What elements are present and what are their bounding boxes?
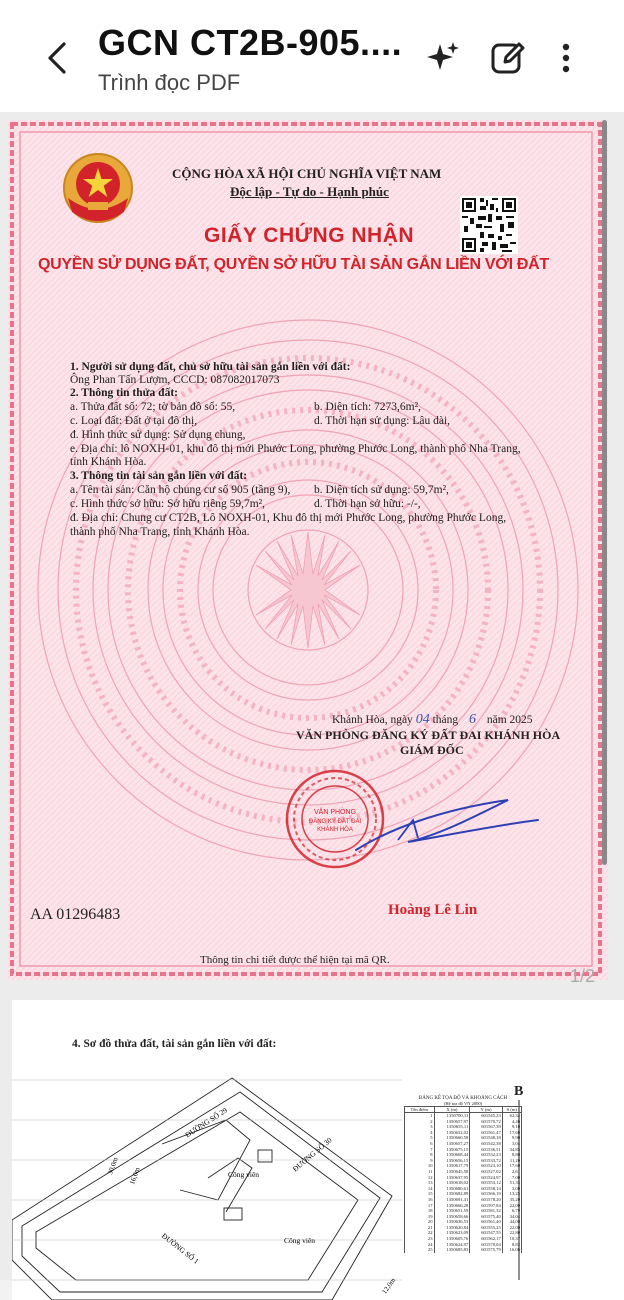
table-cell: 3 [405,1124,435,1130]
table-cell: 1350657,97 [434,1119,470,1125]
width-left-label: 30,0m [106,1156,120,1176]
park-label-1: Công viên [228,1170,260,1179]
table-cell: 1350651,59 [434,1208,470,1214]
app-bar [0,0,624,112]
north-label: B [514,1084,524,1099]
table-cell: 1350655,11 [434,1124,470,1130]
table-cell: 1350645,58 [434,1169,470,1175]
table-cell: 3,00 [502,1186,521,1192]
site-plan-diagram [12,1060,402,1300]
parcel-area: b. Diện tích: 7273,6m², [314,401,421,413]
plot-diagram-heading: 4. Sơ đồ thửa đất, tài sản gắn liền với đất: [72,1038,277,1050]
date-prefix: Khánh Hòa, ngày [332,714,413,726]
table-cell: 4 [405,1130,435,1136]
table-cell: 1350700,11 [434,1113,470,1119]
street-29-label: ĐƯỜNG SỐ 29 [183,1105,229,1140]
table-cell: 44,00 [502,1219,521,1225]
table-cell: 18 [405,1208,435,1214]
table-cell: 601524,97 [470,1175,502,1181]
table-cell: 34,04 [502,1214,521,1220]
table-cell: 1350656,15 [434,1158,470,1164]
ownership-form: c. Hình thức sở hữu: Sở hữu riêng 59,7m², [70,498,265,510]
asset-name: a. Tên tài sản: Căn hộ chung cư số 905 (tầng 9), [70,484,291,496]
table-cell: 12 [405,1175,435,1181]
table-cell: 10 [405,1163,435,1169]
parcel-address-1: e. Địa chỉ: lô NOXH-01, khu đô thị mới Phước Long, phường Phước Long, thành phố Nha Trang, [70,443,521,455]
table-cell: 1350658,66 [434,1214,470,1220]
parcel-number: a. Thửa đất số: 72; tờ bản đồ số: 55, [70,401,236,413]
table-cell: 9,10 [502,1124,521,1130]
asset-address-2: thành phố Nha Trang, tỉnh Khánh Hòa. [70,526,250,538]
certificate-title: GIẤY CHỨNG NHẬN [204,224,415,247]
document-title: GCN CT2B-905.... [98,22,403,63]
table-cell: 17,60 [502,1163,521,1169]
width-left2-label: 16,0m [128,1166,142,1186]
table-cell: 1350636,53 [434,1219,470,1225]
table-cell: 601575,40 [470,1214,502,1220]
table-cell: 601567,39 [470,1124,502,1130]
table-cell: 601566,19 [470,1191,502,1197]
signature [348,780,548,870]
table-cell: 601523,10 [470,1163,502,1169]
street-30-label: ĐƯỜNG SỐ 30 [290,1135,334,1174]
table-header-cell: X (m) [434,1107,470,1113]
table-cell: 17,60 [502,1130,521,1136]
table-cell: 2,61 [502,1169,521,1175]
sparkle-icon[interactable] [422,38,462,78]
table-cell: 1350660,58 [434,1135,470,1141]
issuing-office: VĂN PHÒNG ĐĂNG KÝ ĐẤT ĐAI KHÁNH HÒA [296,728,561,742]
table-cell: 35,20 [502,1197,521,1203]
edit-icon[interactable] [488,38,528,78]
table-cell: 9 [405,1158,435,1164]
section-3-heading: 3. Thông tin tài sản gắn liền với đất: [70,470,248,482]
table-cell: 13,25 [502,1191,521,1197]
svg-text:KHÁNH HÒA: KHÁNH HÒA [317,827,353,833]
national-emblem-icon [60,150,136,230]
table-cell: 8,82 [502,1242,521,1248]
national-motto: Độc lập - Tự do - Hạnh phúc [230,184,389,199]
coordinate-table-grid [404,1106,522,1253]
coordinate-table [404,1096,522,1253]
qr-footer-note: Thông tin chi tiết được thể hiện tại mã QR. [200,954,390,966]
table-cell: 601581,32 [470,1208,502,1214]
land-type: c. Loại đất: Đất ở tại đô thị, [70,415,198,427]
table-cell: 24 [405,1242,435,1248]
table-cell: 1350685,83 [434,1247,470,1253]
table-cell: 601547,55 [470,1230,502,1236]
table-cell: 601570,04 [470,1242,502,1248]
svg-text:ĐĂNG KÝ ĐẤT ĐAI: ĐĂNG KÝ ĐẤT ĐAI [308,819,362,825]
table-cell: 1350637,95 [434,1175,470,1181]
table-cell: 22,00 [502,1225,521,1231]
usage-form: đ. Hình thức sử dụng: Sử dụng chung, [70,429,246,441]
table-cell: 601553,12 [470,1180,502,1186]
pdf-viewer[interactable] [0,112,624,1296]
table-cell: 23 [405,1236,435,1242]
table-header-cell: S (m) [502,1107,521,1113]
date-year: năm 2025 [486,714,533,726]
table-cell: 1350652,02 [434,1130,470,1136]
table-cell: 1350620,84 [434,1225,470,1231]
section-1-heading: 1. Người sử dụng đất, chủ sở hữu tài sản gắn liền với đất: [70,361,351,373]
table-cell: 22,80 [502,1230,521,1236]
table-cell: 22,00 [502,1203,521,1209]
signer-name: Hoàng Lê Lin [388,902,478,918]
page-indicator: 1/2 [570,966,596,986]
issue-date [332,712,533,728]
asset-area: b. Diện tích sử dụng: 59,7m², [314,484,449,496]
table-cell: 3,04 [502,1141,521,1147]
table-cell: 34,85 [502,1147,521,1153]
land-term: d. Thời hạn sử dụng: Lâu dài, [314,415,451,427]
table-cell: 601561,40 [470,1219,502,1225]
table-cell: 7 [405,1147,435,1153]
country-name: CỘNG HÒA XÃ HỘI CHỦ NGHĨA VIỆT NAM [172,166,442,181]
scrollbar-thumb[interactable] [602,120,607,865]
asset-address-1: đ. Địa chỉ: Chung cư CT2B, Lô NOXH-01, Khu đô thị mới Phước Long, phường Phước Long, [70,512,507,524]
table-cell: 7,00 [502,1175,521,1181]
table-cell: 4,40 [502,1119,521,1125]
table-cell: 19 [405,1214,435,1220]
table-cell: 1350618,02 [434,1180,470,1186]
park-label-2: Công viên [284,1236,316,1245]
table-cell: 6,79 [502,1208,521,1214]
table-cell: 1350617,79 [434,1163,470,1169]
signer-position: GIÁM ĐỐC [400,743,464,757]
table-title: BẢNG KÊ TỌA ĐỘ VÀ KHOẢNG CÁCH [418,1096,508,1101]
table-cell: 601562,17 [470,1236,502,1242]
table-cell: 14 [405,1186,435,1192]
table-cell: 601533,72 [470,1158,502,1164]
table-cell: 8,80 [502,1152,521,1158]
table-cell: 1350668,44 [434,1152,470,1158]
table-cell: 601570,72 [470,1119,502,1125]
pdf-page-1 [8,120,608,980]
table-cell: 1350691,41 [434,1197,470,1203]
table-cell: 25 [405,1247,435,1253]
table-row [405,1247,522,1253]
owner-line: Ông Phan Tấn Lượm, CCCD: 087082017073 [70,374,280,386]
table-cell: 1 [405,1113,435,1119]
qr-code[interactable] [460,196,518,254]
table-cell: 1350666,28 [434,1203,470,1209]
table-header-cell: Tên điểm [405,1107,435,1113]
table-cell: 601548,18 [470,1135,502,1141]
table-header-cell: Y (m) [470,1107,502,1113]
pdf-page-2 [12,1000,624,1300]
stamp-text: VĂN PHÒNG [313,809,357,816]
table-cell: 62,34 [502,1113,521,1119]
table-cell: 601532,23 [470,1152,502,1158]
table-cell: 1350682,89 [434,1191,470,1197]
table-cell: 13 [405,1180,435,1186]
date-month: 6 [469,712,476,727]
table-cell: 1350623,09 [434,1230,470,1236]
table-cell: 2 [405,1119,435,1125]
table-cell: 22 [405,1230,435,1236]
table-cell: 1350605,76 [434,1236,470,1242]
table-cell: 11,20 [502,1158,521,1164]
table-cell: 601542,38 [470,1141,502,1147]
table-cell: 601561,47 [470,1130,502,1136]
certificate-subtitle: QUYỀN SỬ DỤNG ĐẤT, QUYỀN SỞ HỮU TÀI SẢN GẮN LIỀN VỚI ĐẤT [38,256,549,273]
table-cell: 601545,23 [470,1113,502,1119]
table-cell: 17 [405,1203,435,1209]
table-cell: 8 [405,1152,435,1158]
table-cell: 15 [405,1191,435,1197]
ownership-term: d. Thời hạn sở hữu: -/-, [314,498,421,510]
table-cell: 601597,84 [470,1203,502,1209]
street-1-label: ĐƯỜNG SỐ 1 [159,1231,201,1266]
serial-number: AA 01296483 [30,906,121,923]
parcel-address-2: tỉnh Khánh Hòa. [70,456,147,468]
more-vert-icon[interactable] [546,38,586,78]
section-2-heading: 2. Thông tin thửa đất: [70,387,178,399]
table-cell: 601578,20 [470,1197,502,1203]
date-month-label: tháng [432,714,459,726]
width-right-label: 12,0m [380,1276,398,1296]
table-cell: 16,06 [502,1247,521,1253]
table-subtitle: (Hệ tọa độ VN 2000) [443,1101,483,1106]
document-subtitle: Trình đọc PDF [98,70,241,95]
table-cell: 601536,51 [470,1147,502,1153]
table-cell: 1350680,61 [434,1186,470,1192]
table-cell: 1350624,97 [434,1242,470,1248]
table-cell: 5 [405,1135,435,1141]
table-cell: 51,35 [502,1180,521,1186]
table-cell: 9,90 [502,1135,521,1141]
table-cell: 6 [405,1141,435,1147]
table-cell: 11 [405,1169,435,1175]
table-cell: 21 [405,1225,435,1231]
table-cell: 1350657,27 [434,1141,470,1147]
table-cell: 16 [405,1197,435,1203]
table-cell: 601575,79 [470,1247,502,1253]
table-cell: 20 [405,1219,435,1225]
table-cell: 1350675,15 [434,1147,470,1153]
table-cell: 10,37 [502,1236,521,1242]
back-arrow-icon[interactable] [38,38,78,78]
table-cell: 601555,25 [470,1225,502,1231]
table-cell: 601558,14 [470,1186,502,1192]
table-cell: 601527,02 [470,1169,502,1175]
date-day: 04 [415,712,430,727]
